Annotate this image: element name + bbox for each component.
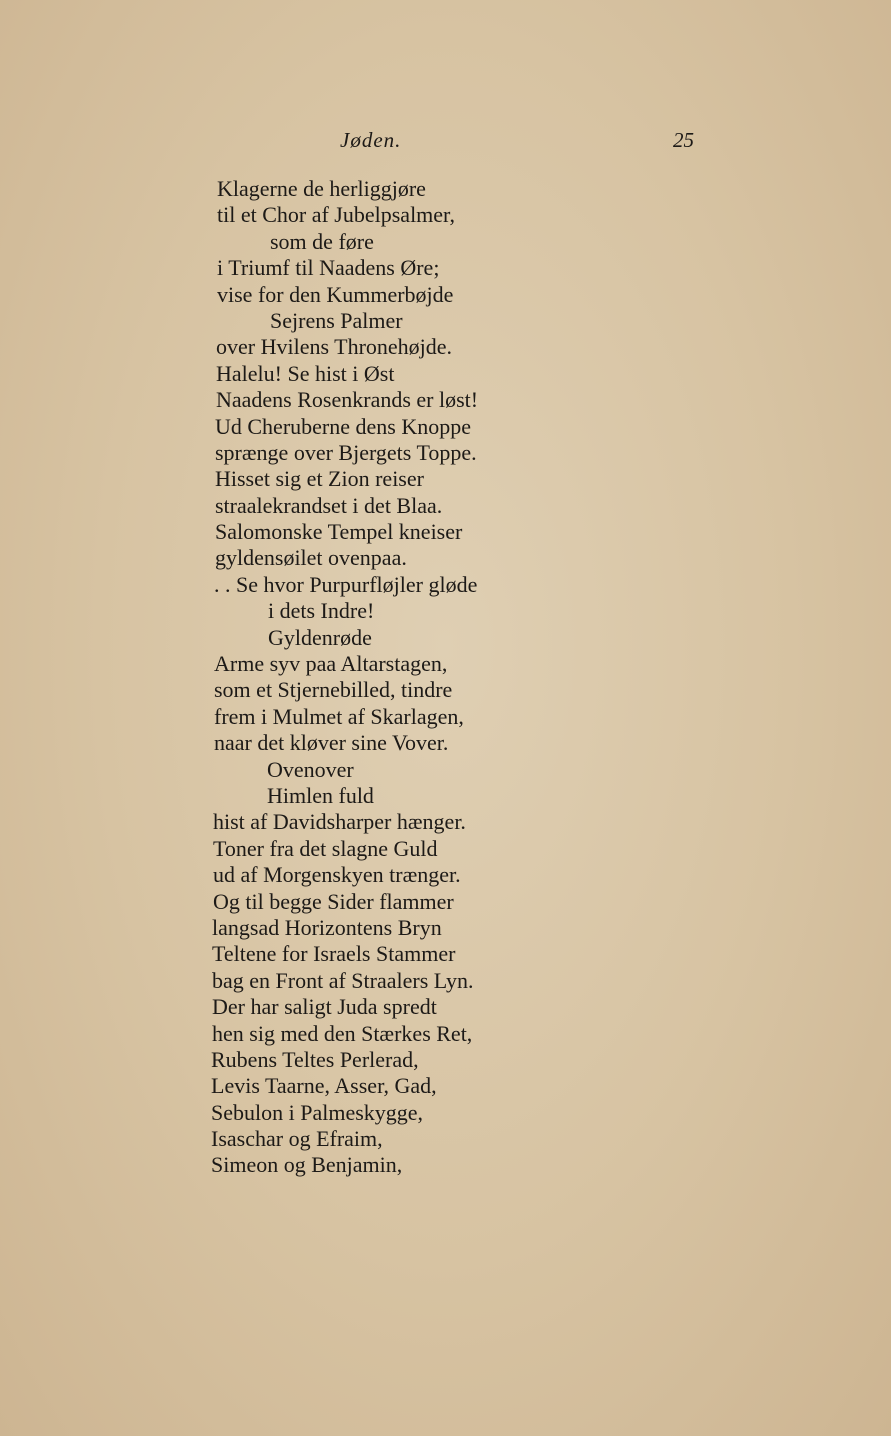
poem-line: som de føre bbox=[270, 228, 374, 254]
poem-line: langsad Horizontens Bryn bbox=[212, 914, 442, 940]
poem-line: Simeon og Benjamin, bbox=[211, 1152, 403, 1178]
poem-line: over Hvilens Thronehøjde. bbox=[216, 334, 453, 360]
poem-line: bag en Front af Straalers Lyn. bbox=[212, 967, 474, 993]
poem-line: frem i Mulmet af Skarlagen, bbox=[214, 703, 464, 729]
poem-line: Salomonske Tempel kneiser bbox=[215, 519, 463, 545]
poem-line: hen sig med den Stærkes Ret, bbox=[212, 1020, 473, 1046]
poem-line: Halelu! Se hist i Øst bbox=[216, 360, 395, 386]
poem-line: Himlen fuld bbox=[267, 782, 374, 808]
poem-line: Sebulon i Palmeskygge, bbox=[211, 1099, 424, 1125]
page-number: 25 bbox=[673, 128, 694, 152]
poem-line: Gyldenrøde bbox=[268, 624, 372, 650]
poem-line: gyldensøilet ovenpaa. bbox=[215, 545, 407, 571]
poem-line: Sejrens Palmer bbox=[270, 307, 403, 333]
poem-line: som et Stjernebilled, tindre bbox=[214, 677, 453, 703]
poem-line: Der har saligt Juda spredt bbox=[212, 994, 437, 1020]
running-title: Jøden. bbox=[340, 128, 402, 152]
poem bbox=[0, 176, 891, 1179]
poem-line: Arme syv paa Altarstagen, bbox=[214, 651, 448, 677]
poem-line: Rubens Teltes Perlerad, bbox=[211, 1046, 419, 1072]
poem-line: hist af Davidsharper hænger. bbox=[213, 809, 466, 835]
poem-line: . . Se hvor Purpurfløjler gløde bbox=[214, 571, 478, 597]
poem-line: ud af Morgenskyen trænger. bbox=[213, 862, 461, 888]
poem-line: til et Chor af Jubelpsalmer, bbox=[217, 202, 456, 228]
poem-line: Toner fra det slagne Guld bbox=[213, 835, 438, 861]
poem-line: Naadens Rosenkrands er løst! bbox=[216, 387, 479, 413]
poem-line: i Triumf til Naadens Øre; bbox=[217, 255, 440, 281]
poem-line: Teltene for Israels Stammer bbox=[212, 941, 456, 967]
poem-line: Ud Cheruberne dens Knoppe bbox=[215, 413, 471, 439]
poem-line: naar det kløver sine Vover. bbox=[214, 730, 449, 756]
poem-line: sprænge over Bjergets Toppe. bbox=[215, 439, 477, 465]
poem-line: Levis Taarne, Asser, Gad, bbox=[211, 1073, 437, 1099]
poem-line: straalekrandset i det Blaa. bbox=[215, 492, 443, 518]
poem-line: Og til begge Sider flammer bbox=[213, 888, 454, 914]
poem-line: Klagerne de herliggjøre bbox=[217, 176, 426, 201]
poem-line: Hisset sig et Zion reiser bbox=[215, 466, 424, 492]
poem-line: vise for den Kummerbøjde bbox=[217, 281, 454, 307]
poem-line: i dets Indre! bbox=[268, 598, 375, 624]
poem-line: Ovenover bbox=[267, 756, 354, 782]
poem-line: Isaschar og Efraim, bbox=[211, 1126, 383, 1152]
